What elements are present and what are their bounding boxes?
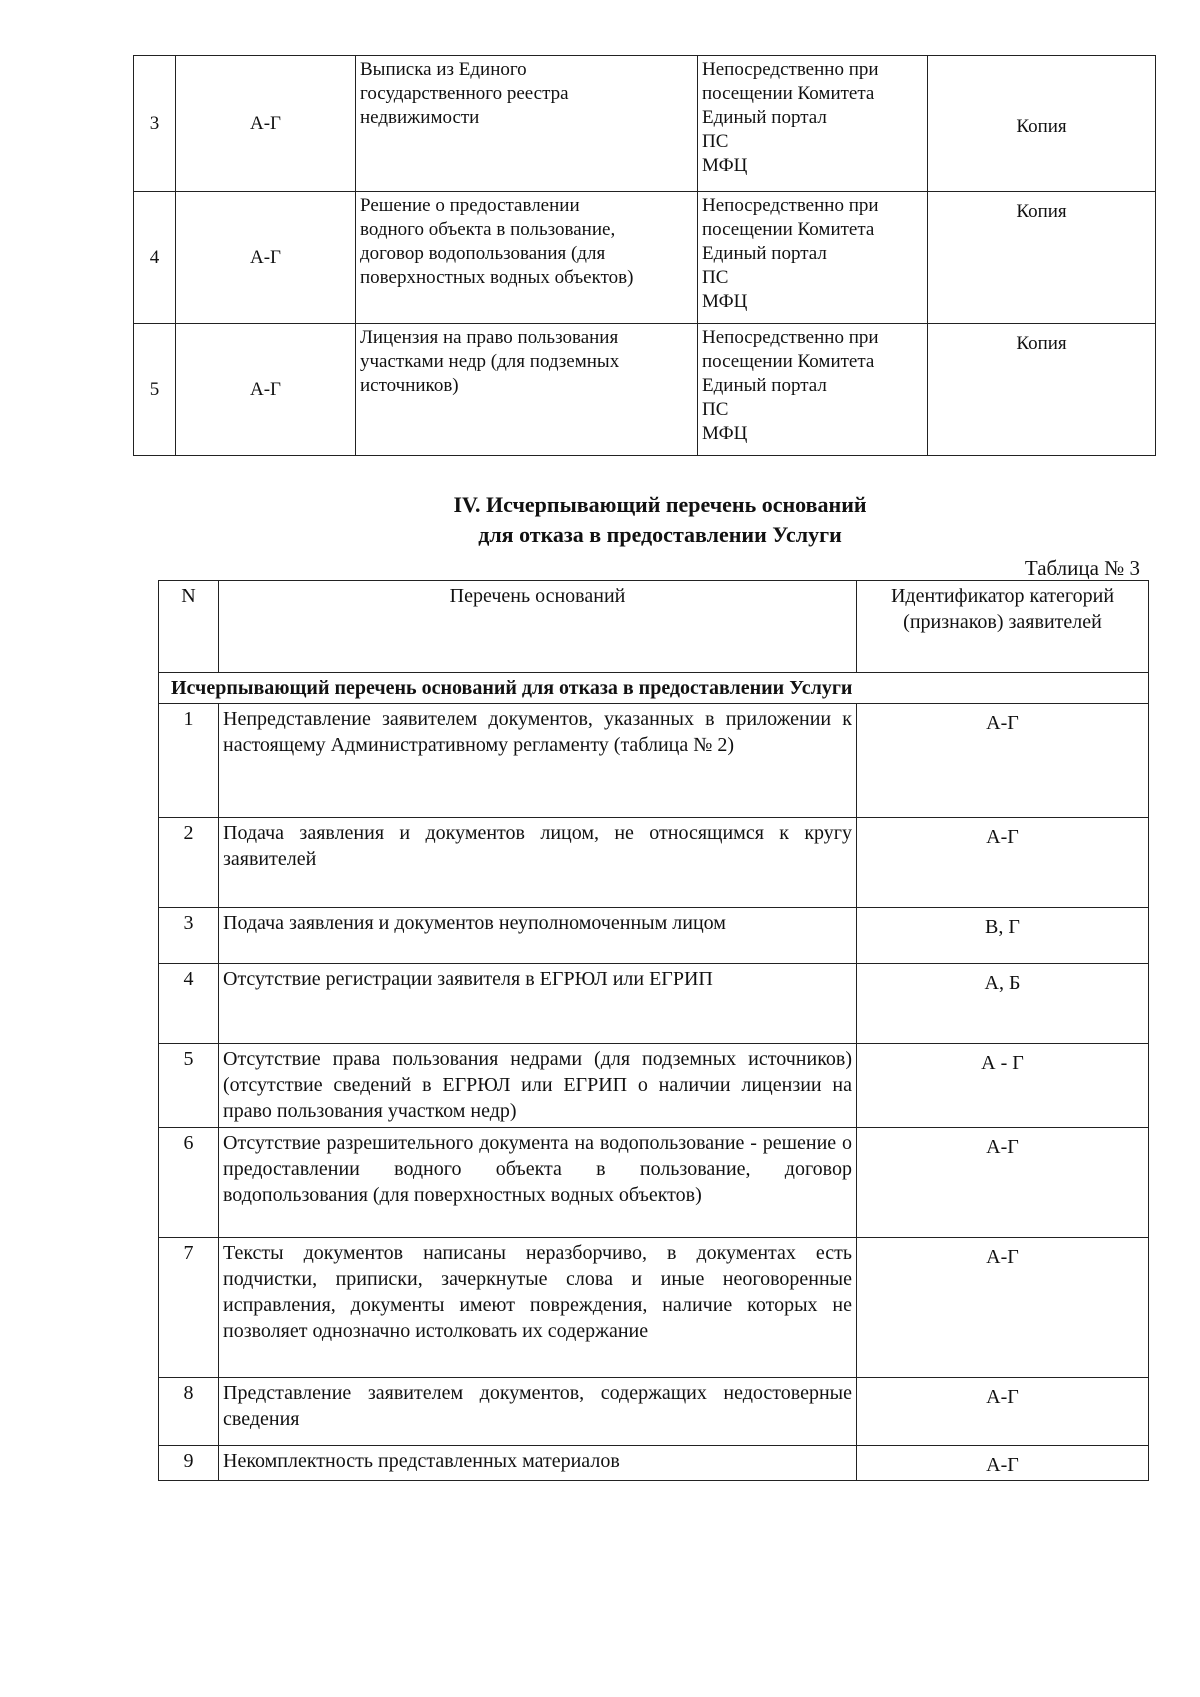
table-row	[134, 56, 1156, 192]
header-grounds: Перечень оснований	[219, 581, 857, 673]
ground-text: Отсутствие регистрации заявителя в ЕГРЮЛ или ЕГРИП	[219, 964, 857, 1044]
submission-way-cell: Непосредственно при посещении Комитета Единый портал ПС МФЦ	[698, 324, 928, 456]
category-cell: А-Г	[176, 56, 356, 192]
table-row	[159, 704, 1149, 818]
table-row	[159, 964, 1149, 1044]
table-row	[159, 1128, 1149, 1238]
identifier-cell: В, Г	[857, 908, 1149, 964]
form-cell: Копия	[928, 192, 1156, 324]
identifier-cell: А-Г	[857, 1128, 1149, 1238]
table-row	[159, 1446, 1149, 1481]
row-number: 1	[159, 704, 219, 818]
refusal-grounds-table	[158, 580, 1149, 1481]
table-row	[159, 1378, 1149, 1446]
identifier-cell: А-Г	[857, 818, 1149, 908]
submission-way-cell: Непосредственно при посещении Комитета Единый портал ПС МФЦ	[698, 192, 928, 324]
row-number: 6	[159, 1128, 219, 1238]
row-number: 2	[159, 818, 219, 908]
identifier-cell: А-Г	[857, 1446, 1149, 1481]
form-cell: Копия	[928, 56, 1156, 192]
table-row	[159, 818, 1149, 908]
ground-text: Представление заявителем документов, содержащих недостоверные сведения	[219, 1378, 857, 1446]
table-row	[159, 1238, 1149, 1378]
identifier-cell: А-Г	[857, 704, 1149, 818]
table-row	[134, 324, 1156, 456]
row-number: 7	[159, 1238, 219, 1378]
row-number: 8	[159, 1378, 219, 1446]
identifier-cell: А, Б	[857, 964, 1149, 1044]
row-number: 3	[159, 908, 219, 964]
row-number: 5	[134, 324, 176, 456]
identifier-cell: А - Г	[857, 1044, 1149, 1128]
subheader-text: Исчерпывающий перечень оснований для отказа в предоставлении Услуги	[159, 673, 1149, 704]
header-number: N	[159, 581, 219, 673]
ground-text: Отсутствие права пользования недрами (для подземных источников) (отсутствие сведений в ЕГРЮЛ или ЕГРИП о наличии лицензии на право пользования участком недр)	[219, 1044, 857, 1128]
document-cell: Выписка из Единого государственного реестра недвижимости	[356, 56, 698, 192]
ground-text: Некомплектность представленных материалов	[219, 1446, 857, 1481]
row-number: 5	[159, 1044, 219, 1128]
table-caption: Таблица № 3	[1024, 556, 1140, 580]
identifier-cell: А-Г	[857, 1378, 1149, 1446]
row-number: 4	[134, 192, 176, 324]
category-cell: А-Г	[176, 192, 356, 324]
ground-text: Тексты документов написаны неразборчиво, в документах есть подчистки, приписки, зачеркнутые слова и иные неоговоренные исправления, документы имеют повреждения, наличие которых не позволяет однозначно истолковать их содержание	[219, 1238, 857, 1378]
ground-text: Подача заявления и документов неуполномоченным лицом	[219, 908, 857, 964]
row-number: 4	[159, 964, 219, 1044]
ground-text: Отсутствие разрешительного документа на водопользование - решение о предоставлении водного объекта в пользование, договор водопользования (для поверхностных водных объектов)	[219, 1128, 857, 1238]
document-cell: Решение о предоставлении водного объекта в пользование, договор водопользования (для поверхностных водных объектов)	[356, 192, 698, 324]
submission-way-cell: Непосредственно при посещении Комитета Единый портал ПС МФЦ	[698, 56, 928, 192]
form-cell: Копия	[928, 324, 1156, 456]
table-row	[134, 192, 1156, 324]
ground-text: Непредставление заявителем документов, указанных в приложении к настоящему Административному регламенту (таблица № 2)	[219, 704, 857, 818]
identifier-cell: А-Г	[857, 1238, 1149, 1378]
section-title-line-1: IV. Исчерпывающий перечень оснований	[453, 492, 867, 517]
category-cell: А-Г	[176, 324, 356, 456]
documents-table	[133, 55, 1156, 456]
header-identifier: Идентификатор категорий (признаков) заявителей	[857, 581, 1149, 673]
table-subheader-row	[159, 673, 1149, 704]
table-header-row	[159, 581, 1149, 673]
table-row	[159, 1044, 1149, 1128]
ground-text: Подача заявления и документов лицом, не относящимся к кругу заявителей	[219, 818, 857, 908]
table-row	[159, 908, 1149, 964]
document-cell: Лицензия на право пользования участками недр (для подземных источников)	[356, 324, 698, 456]
row-number: 9	[159, 1446, 219, 1481]
row-number: 3	[134, 56, 176, 192]
section-title-line-2: для отказа в предоставлении Услуги	[478, 522, 842, 547]
section-title	[0, 490, 1200, 550]
